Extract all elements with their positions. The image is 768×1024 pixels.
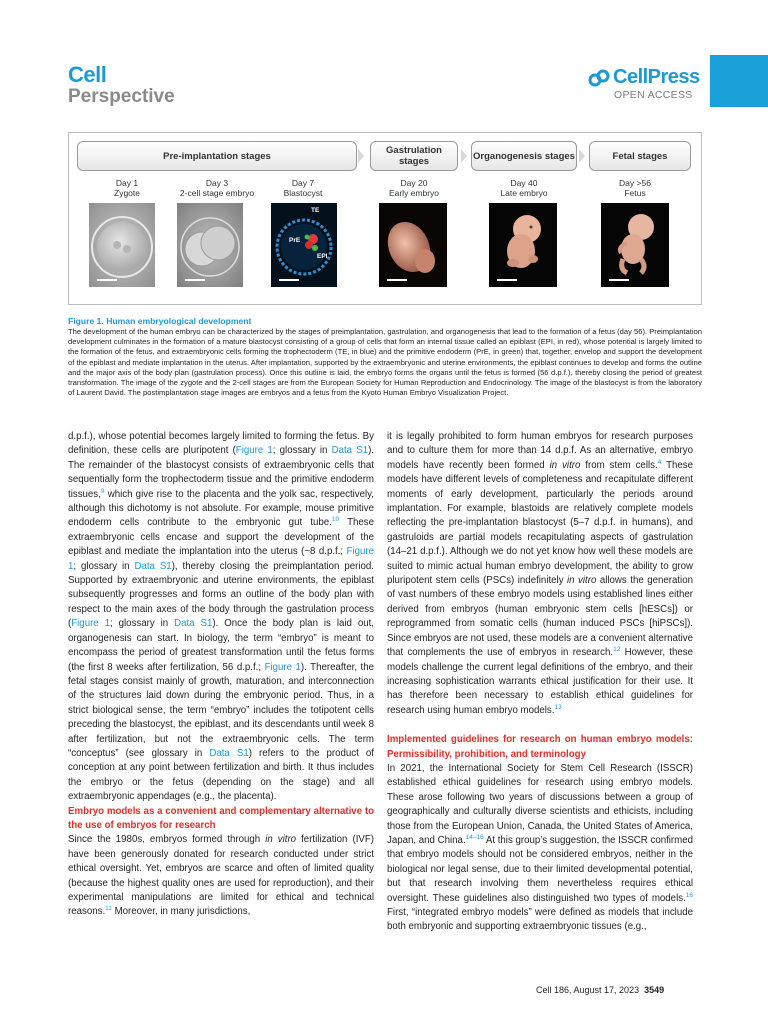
reference-link[interactable]: 9 <box>100 487 105 495</box>
paragraph: it is legally prohibited to form human embryos for research purposes and to culture them for more than 14 d.p.f. As an alternative, embryo models have recently been formed in vitro from stem cells.$^4$ These models have different levels of completeness and recapitulate different moments of early development, particularly the periods around implantation. For example, blastoids are relatively complete models reflecting the pre-implantation blastocyst (5–7 d.p.f. in humans), and gastruloids are partial models recapitulating aspects of gastrulation (14–21 d.p.f.). Although we do not yet know how well these models are suited to mimic actual human embryo development, the ability to grow pluripotent stem cells (PSCs) indefinitely in vitro allows the generation of vast numbers of these embryo models using established lines either derived from embryos (human embryonic stem cells [hESCs]) or reprogrammed from somatic cells (human induced PSCs [hiPSCs]). Since embryos are not used, these models are a convenient alternative that complements the use of embryos in research.$^{12}$ However, these models challenge the current legal definitions of the embryo, and their increasing sophistication warrants ethical justification for their use. It has therefore been necessary to establish ethical guidelines for research using human embryo models.$^{13}$ <box>387 431 694 716</box>
publisher-name: CellPress <box>613 66 700 88</box>
reference-link[interactable]: 11 <box>105 905 112 913</box>
reference-link[interactable]: 10 <box>331 516 340 524</box>
figure-link[interactable]: Figure 1 <box>235 445 273 457</box>
stage-pre-implantation: Pre-implantation stages <box>77 141 357 171</box>
early-embryo-image <box>379 203 447 287</box>
figure-link[interactable]: Figure 1 <box>68 546 374 572</box>
panel-label-2cell: Day 3 2-cell stage embryo <box>179 178 255 198</box>
paragraph: d.p.f.), whose potential becomes largely limited to forming the fetus. By definition, these cells are pluripotent (Figure 1; glossary in Data S1). The remainder of the blastocyst consists of extraembryonic cells that sequentially form the trophectoderm tissue and the primitive endoderm tissues,$^9$ which give rise to the placenta and the yolk sac, respectively, although this dichotomy is not absolute. For example, mouse primitive endoderm cells contribute to the embryonic gut tube.$^{10}$ These extraembryonic cells encase and support the development of the epiblast and mediate the implantation into the uterus (~8 d.p.f.; Figure 1; glossary in Data S1), thereby closing the preimplantation period. Supported by extraembryonic and uterine environments, the epiblast subsequently progresses and forms an outline of the body plan with respect to the main axes of the body through the gastrulation process (Figure 1; glossary in Data S1). Once the body plan is laid out, organogenesis can start. In biology, the term “embryo” is meant to encompass the period of greatest transformation until the fetus forms (the first 8 weeks after fertilization, 56 d.p.f.; Figure 1). Thereafter, the fetal stages consist mainly of growth, maturation, and interconnection of the structures laid down during the embryonic period. Thus, in a strict biological sense, the term “embryo” includes the totipotent cells preceding the blastocyst, the epiblast, and its descendants until week 8 after fertilization, but not the extraembryonic cells. The term “conceptus” (see glossary in Data S1) refers to the product of conception at any point between fertilization and birth. It thus includes the embryo or the fetus (depending on the stage) and all extraembryonic appendages (e.g., the placenta). <box>68 431 374 803</box>
stage-gastrulation: Gastrulation stages <box>370 141 458 171</box>
cellpress-icon <box>588 68 610 88</box>
panel-label-zygote: Day 1 Zygote <box>114 178 140 198</box>
figure-link[interactable]: Figure 1 <box>71 618 111 630</box>
page-number: 3549 <box>644 985 665 995</box>
paragraph: In 2021, the International Society for Stem Cell Research (ISSCR) established ethical guidelines for research using embryo models. These arose following two years of discussions between a group of geographically and culturally diverse scientists and ethicists, including those from the European Union, Canada, the United States of America, Japan, and China.$^{14-16}$ At this group’s suggestion, the ISSCR confirmed that embryo models should not be considered embryos, neither in the biological nor legal sense, due to their limited developmental potential, but that research involving them nevertheless requires ethical oversight. These guidelines also distinguished two types of models.$^{16}$ First, “integrated embryo models” were defined as models that include both embryonic and supporting extraembryonic tissues (e.g., <box>387 762 694 933</box>
open-access-label: OPEN ACCESS <box>614 89 693 101</box>
reference-link[interactable]: 4 <box>657 458 662 466</box>
section-heading: Embryo models as a convenient and complementary alternative to the use of embryos for research <box>68 805 374 831</box>
data-link[interactable]: Data S1 <box>331 445 369 457</box>
scale-bar <box>497 279 517 281</box>
page-footer <box>536 985 664 995</box>
section-heading: Implemented guidelines for research on human embryo models: Permissibility, prohibition, and terminology <box>387 734 693 760</box>
data-link[interactable]: Data S1 <box>134 560 172 572</box>
fetus-image <box>601 203 669 287</box>
reference-link[interactable]: 12 <box>613 646 621 654</box>
epi-label: EPI <box>317 253 328 260</box>
section-tab <box>710 55 768 107</box>
reference-link[interactable]: 13 <box>554 703 562 711</box>
journal-name: Cell <box>68 62 107 87</box>
data-link[interactable]: Data S1 <box>174 618 213 630</box>
zygote-image <box>89 203 155 287</box>
reference-link[interactable]: 16 <box>685 891 693 899</box>
article-section: Perspective <box>68 86 175 107</box>
panel-label-blastocyst: Day 7 Blastocyst <box>283 178 323 198</box>
pre-label: PrE <box>289 237 301 244</box>
paragraph: Since the 1980s, embryos formed through in vitro fertilization (IVF) have been generously donated for research conducted under strict ethical oversight. Yet, embryos are scarce and often of limited quality (because the highest quality ones are used for reproduction), and their experimental manipulations are limited for ethical and technical reasons.$^{11}$ Moreover, in many jurisdictions, <box>68 834 374 918</box>
stage-arrow <box>358 149 364 163</box>
stage-arrow <box>579 149 585 163</box>
figure-1 <box>68 132 702 305</box>
scale-bar <box>387 279 407 281</box>
scale-bar <box>609 279 629 281</box>
panel-label-late-embryo: Day 40 Late embryo <box>500 178 548 198</box>
data-link[interactable]: Data S1 <box>209 747 249 759</box>
two-cell-image <box>177 203 243 287</box>
figure-caption: The development of the human embryo can be characterized by the stages of preimplantation, gastrulation, and organogenesis that lead to the formation of a fetus (day 56). Preimplantation development culminates in the formation of a mature blastocyst consisting of a group of cells that form an internal tissue called an epiblast (EPI, in red), whose potential is largely limited to the formation of the fetus, and extraembryonic cells forming the trophectoderm (TE, in blue) and the primitive endoderm (PrE, in green) that, together, envelop and support the development of the epiblast and mediate implantation in the uterus. After implantation, supported by the extraembryonic and uterine environments, the epiblast continues to develop and forms the outline and the major axis of the body plan (gastrulation process). Once this outline is laid, the embryo forms the organs until the fetus is formed (56 d.p.f.), thereby closing the period of greatest transformation. The image of the zygote and the 2-cell stages are from the European Society for Human Reproduction and Endocrinology. The image of the blastocyst is from the laboratory of Laurent David. The postimplantation stage images are embryos and a fetus from the Kyoto Human Embryo Visualization Project. <box>68 327 702 398</box>
late-embryo-image <box>489 203 557 287</box>
body-column-right <box>387 430 693 935</box>
stage-fetal: Fetal stages <box>589 141 691 171</box>
stage-arrow <box>461 149 467 163</box>
panel-label-fetus: Day >56 Fetus <box>619 178 651 198</box>
blastocyst-image <box>271 203 337 287</box>
scale-bar <box>185 279 205 281</box>
figure-title: Figure 1. Human embryological development <box>68 316 252 326</box>
scale-bar <box>279 279 299 281</box>
figure-link[interactable]: Figure 1 <box>264 661 301 673</box>
stage-organogenesis: Organogenesis stages <box>471 141 577 171</box>
reference-link[interactable]: 14–16 <box>465 833 484 841</box>
panel-label-early-embryo: Day 20 Early embryo <box>388 178 440 198</box>
publisher-logo[interactable] <box>588 66 700 89</box>
citation: Cell 186, August 17, 2023 <box>536 985 640 995</box>
te-label: TE <box>311 207 320 214</box>
body-column-left <box>68 430 374 920</box>
scale-bar <box>97 279 117 281</box>
